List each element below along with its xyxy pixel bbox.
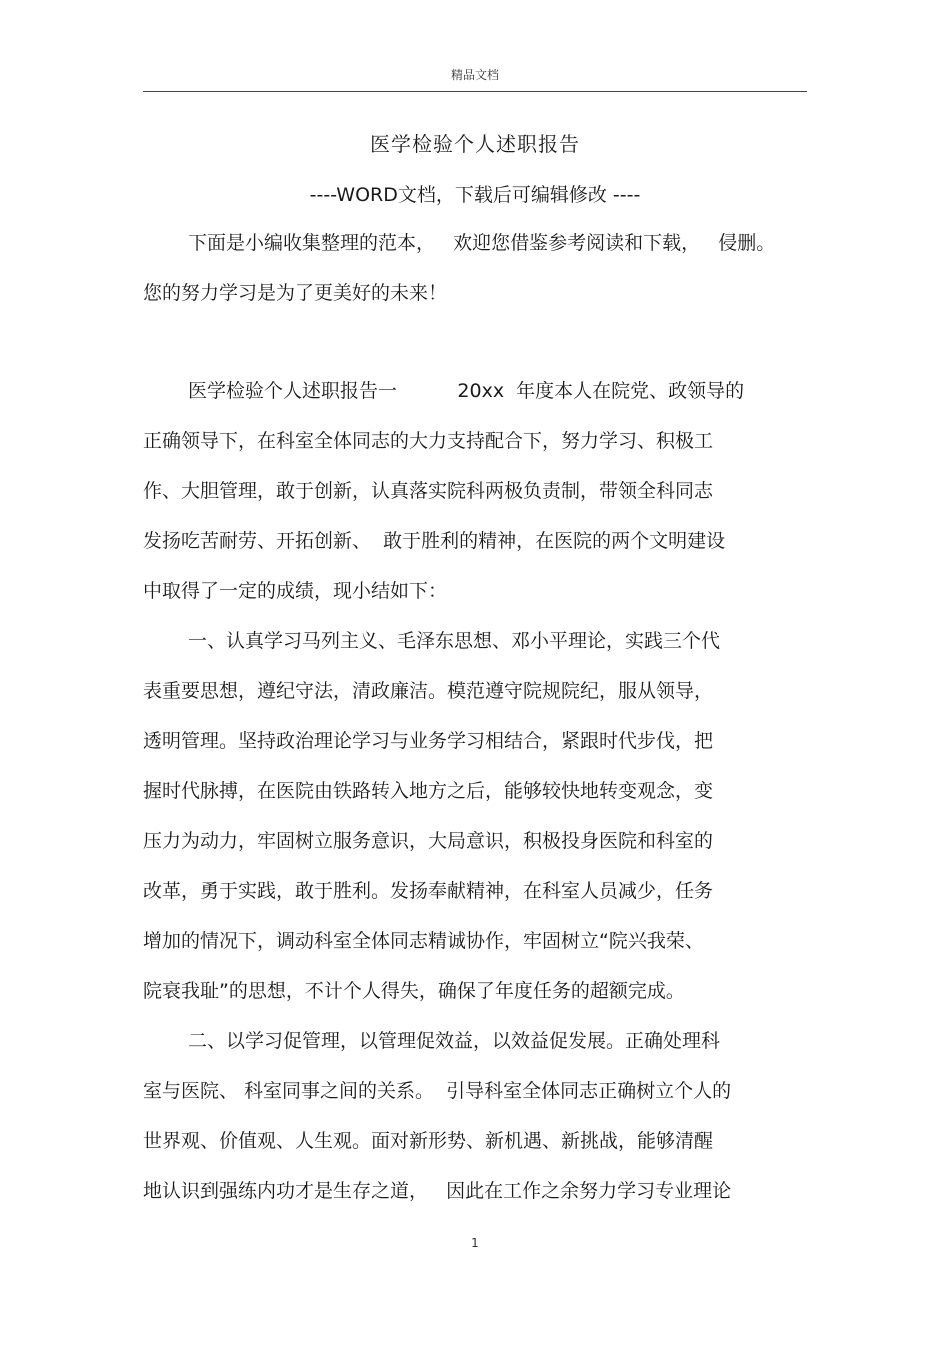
body-line: 下面是小编收集整理的范本， 欢迎您借鉴参考阅读和下载， 侵删。 [188, 232, 776, 254]
body-line: 医学检验个人述职报告一 20xx 年度本人在院党、政领导的 [188, 380, 745, 402]
body-line: 握时代脉搏，在医院由铁路转入地方之后，能够较快地转变观念，变 [143, 780, 714, 802]
body-line: 发扬吃苦耐劳、开拓创新、 敢于胜利的精神，在医院的两个文明建设 [143, 530, 726, 552]
body-line: 增加的情况下，调动科室全体同志精诚协作，牢固树立“院兴我荣、 [143, 930, 704, 952]
header-text: 精品文档 [450, 68, 499, 82]
body-line: 表重要思想，遵纪守法，清政廉洁。模范遵守院规院纪，服从领导， [143, 680, 714, 702]
body-line: 改革，勇于实践，敢于胜利。发扬奉献精神，在科室人员减少，任务 [143, 880, 714, 902]
body-line: 压力为动力，牢固树立服务意识，大局意识，积极投身医院和科室的 [143, 830, 714, 852]
body-line: 二、以学习促管理，以管理促效益，以效益促发展。正确处理科 [188, 1030, 721, 1052]
body-line: 世界观、价值观、人生观。面对新形势、新机遇、新挑战，能够清醒 [143, 1130, 714, 1152]
body-line: 院衰我耻”的思想，不计个人得失，确保了年度任务的超额完成。 [143, 980, 685, 1002]
document-subtitle: ----WORD文档，下载后可编辑修改 ---- [309, 184, 641, 206]
header-divider [143, 91, 807, 92]
page-number: 1 [471, 1236, 479, 1250]
body-line: 透明管理。坚持政治理论学习与业务学习相结合，紧跟时代步伐，把 [143, 730, 714, 752]
body-line: 正确领导下，在科室全体同志的大力支持配合下，努力学习、积极工 [143, 430, 714, 452]
body-line: 中取得了一定的成绩，现小结如下： [143, 580, 448, 602]
body-line: 作、大胆管理，敢于创新，认真落实院科两极负责制，带领全科同志 [143, 480, 714, 502]
body-line: 地认识到强练内功才是生存之道， 因此在工作之余努力学习专业理论 [143, 1180, 732, 1202]
document-title: 医学检验个人述职报告 [370, 132, 580, 156]
body-line: 您的努力学习是为了更美好的未来！ [143, 282, 448, 304]
body-line: 一、认真学习马列主义、毛泽东思想、邓小平理论，实践三个代 [188, 630, 721, 652]
body-line: 室与医院、 科室同事之间的关系。 引导科室全体同志正确树立个人的 [143, 1080, 732, 1102]
